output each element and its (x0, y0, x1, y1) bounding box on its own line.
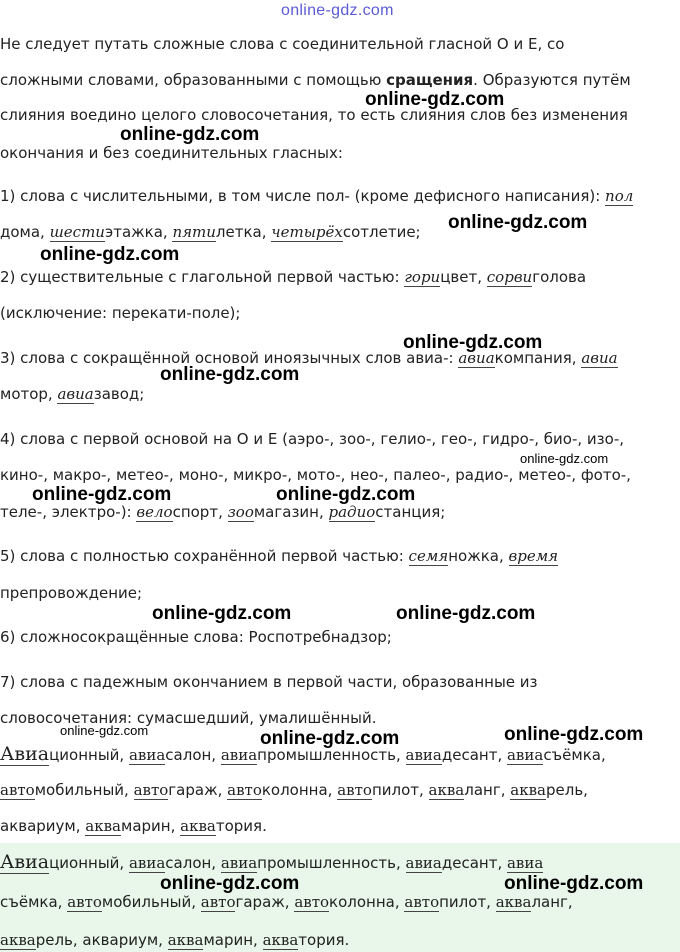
rule-text: магазин, (253, 503, 329, 521)
example-root: авиа (220, 746, 258, 764)
watermark: online-gdz.com (365, 89, 505, 110)
example-root: сорви (486, 268, 533, 286)
watermark: online-gdz.com (504, 724, 644, 745)
example-text: ционный, (49, 746, 129, 764)
example-text: десант, (441, 854, 507, 872)
example-text: съёмка, (543, 746, 606, 764)
example-root: авиа (128, 854, 166, 872)
example-text: промышленность, (257, 746, 406, 764)
watermark: online-gdz.com (40, 244, 180, 265)
example-text: гараж, (235, 893, 295, 911)
watermark: online-gdz.com (396, 603, 536, 624)
example-root: аква (262, 931, 299, 949)
examples-line-3 (0, 817, 267, 835)
rule-5-line-1 (0, 547, 558, 565)
intro-line-1: Не следует путать сложные слова с соединительной гласной О и Е, со (0, 35, 565, 53)
rule-4-line-2: кино-, макро-, метео-, моно-, микро-, мото-, нео-, палео-, радио-, метео-, фото-, (0, 466, 631, 484)
example-text: тория. (298, 931, 350, 949)
site-header-link[interactable]: online-gdz.com (281, 2, 394, 19)
rule-5-line-2: препровождение; (0, 584, 143, 602)
example-text: колонна, (329, 893, 405, 911)
example-text: рель, (546, 781, 588, 799)
example-text: салон, (165, 854, 221, 872)
watermark: online-gdz.com (520, 451, 609, 466)
watermark: online-gdz.com (260, 728, 400, 749)
rule-text: спорт, (172, 503, 228, 521)
rule-3-line-2 (0, 385, 144, 403)
example-root: пяти (172, 223, 216, 241)
watermark: online-gdz.com (403, 332, 543, 353)
intro-line-4: окончания и без соединительных гласных: (0, 144, 343, 162)
example-root: аква (0, 931, 36, 949)
example-root: шести (49, 223, 105, 241)
example-root: аква (428, 781, 465, 799)
example-root: авто (227, 781, 262, 799)
rule-text: мотор, (0, 385, 58, 403)
watermark: online-gdz.com (120, 124, 260, 145)
example-root: авто (337, 781, 372, 799)
example-root: авиа (581, 349, 618, 367)
example-root: аква (495, 893, 532, 911)
example-text: ланг, (464, 781, 511, 799)
example-text: промышленность, (257, 854, 406, 872)
example-root: авиа (458, 349, 495, 367)
answer-block (0, 843, 680, 952)
example-text: марин, (203, 931, 263, 949)
example-root: время (508, 547, 559, 565)
watermark: online-gdz.com (152, 603, 292, 624)
rule-text: этажка, (104, 223, 173, 241)
example-root: аква (180, 817, 216, 835)
example-text: салон, (165, 746, 221, 764)
example-root: аква (510, 781, 546, 799)
rule-text: компания, (494, 349, 582, 367)
example-root: авиа (405, 854, 442, 872)
rule-4-line-1: 4) слова с первой основой на О и Е (аэро-, зоо-, гелио-, гео-, гидро-, био-, изо-, (0, 430, 624, 448)
example-root: авто (133, 781, 169, 799)
example-root: авто (67, 893, 102, 911)
rule-text: сотлетие; (342, 223, 421, 241)
example-root: авто (0, 781, 35, 799)
watermark: online-gdz.com (60, 723, 149, 738)
example-root: авиа (506, 746, 544, 764)
rule-text: цвет, (440, 268, 487, 286)
example-text: десант, (441, 746, 507, 764)
example-root: авиа (57, 385, 94, 403)
example-root: аква (85, 817, 122, 835)
example-root: аква (167, 931, 204, 949)
rule-text: 5) слова с полностью сохранённой первой частью: (0, 547, 409, 565)
rule-2-line-2: (исключение: перекати-поле); (0, 304, 241, 322)
example-root: пол (605, 187, 634, 205)
intro-line-2 (0, 71, 631, 89)
rule-text: 2) существительные с глагольной первой частью: (0, 268, 405, 286)
example-text: аквариум, (0, 817, 86, 835)
example-text: съёмка, (0, 893, 68, 911)
example-root: зоо (227, 503, 254, 521)
example-root: четырёх (271, 223, 343, 241)
rule-1-line-1 (0, 187, 633, 205)
rule-7-line-2: словосочетания: сумасшедший, умалишённый. (0, 709, 377, 727)
watermark: online-gdz.com (32, 484, 172, 505)
example-text: рель, аквариум, (35, 931, 168, 949)
example-root: авто (294, 893, 330, 911)
example-root: радио (328, 503, 376, 521)
rule-text: летка, (215, 223, 272, 241)
intro-term: сращения (386, 71, 474, 89)
answer-line-1 (0, 851, 543, 873)
watermark: online-gdz.com (504, 873, 644, 894)
rule-text: станция; (375, 503, 446, 521)
watermark: online-gdz.com (160, 873, 300, 894)
examples-line-2 (0, 781, 588, 799)
rule-text: голова (532, 268, 587, 286)
example-text: ционный, (49, 854, 129, 872)
watermark: online-gdz.com (160, 364, 300, 385)
example-text: пилот, (371, 781, 429, 799)
example-text: марин, (121, 817, 181, 835)
example-root: гори (404, 268, 441, 286)
intro-line-3: слияния воедино целого словосочетания, то есть слияния слов без изменения (0, 106, 628, 124)
answer-line-2 (0, 893, 573, 911)
example-root: семя (408, 547, 449, 565)
example-root: вело (136, 503, 173, 521)
watermark: online-gdz.com (276, 484, 416, 505)
intro-text: сложными словами, образованными с помощью (0, 71, 387, 89)
example-root: авиа (128, 746, 166, 764)
rule-text: дома, (0, 223, 50, 241)
example-text: мобильный, (34, 781, 134, 799)
example-text: колонна, (261, 781, 338, 799)
rule-text: завод; (93, 385, 145, 403)
example-text: мобильный, (101, 893, 201, 911)
rule-6-line: 6) сложносокращённые слова: Роспотребнадзор; (0, 628, 392, 646)
example-text: ланг, (531, 893, 573, 911)
example-root: авиа (405, 746, 442, 764)
example-root: Авиа (0, 743, 50, 765)
example-root: авто (200, 893, 236, 911)
example-root: авто (404, 893, 440, 911)
rule-text: 3) слова с сокращённой основой иноязычных слов авиа-: (0, 349, 459, 367)
rule-text: 1) слова с числительными, в том числе пол- (кроме дефисного написания): (0, 187, 606, 205)
example-text: пилот, (439, 893, 496, 911)
example-text: гараж, (168, 781, 228, 799)
example-text: тория. (215, 817, 267, 835)
intro-text: . Образуются путём (473, 71, 631, 89)
example-root: авиа (220, 854, 258, 872)
example-root: Авиа (0, 851, 50, 873)
watermark: online-gdz.com (448, 212, 588, 233)
answer-line-3 (0, 931, 349, 949)
example-root: авиа (506, 854, 544, 872)
rule-1-line-2 (0, 223, 421, 241)
rule-7-line-1: 7) слова с падежным окончанием в первой части, образованные из (0, 673, 538, 691)
rule-2-line-1 (0, 268, 586, 286)
rule-text: теле-, электро-): (0, 503, 137, 521)
rule-text: ножка, (448, 547, 509, 565)
